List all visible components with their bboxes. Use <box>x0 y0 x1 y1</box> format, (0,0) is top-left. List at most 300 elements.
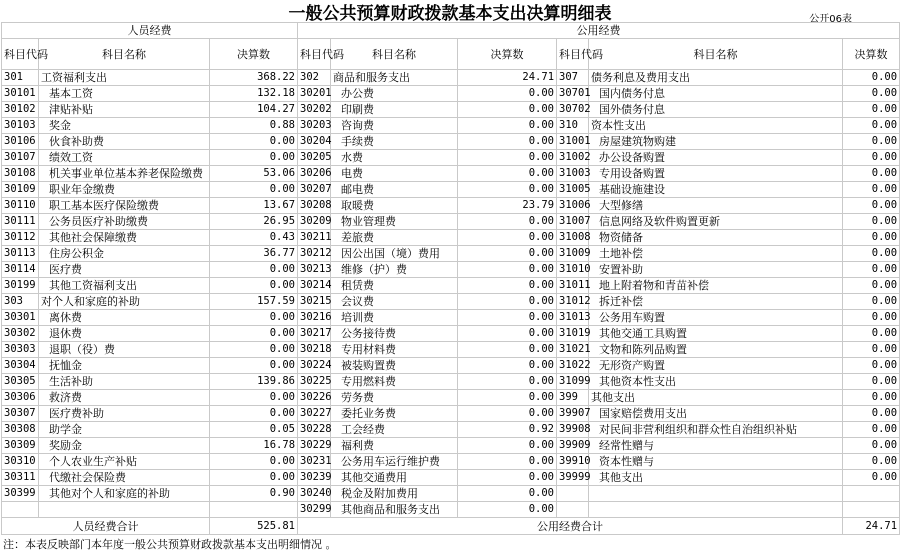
subject-code-cell: 31019 <box>557 326 589 342</box>
amount-cell: 0.00 <box>210 342 298 358</box>
subject-name-cell: 医疗费补助 <box>39 406 210 422</box>
amount-cell: 24.71 <box>458 70 557 86</box>
subject-code-cell: 30399 <box>2 486 39 502</box>
amount-cell: 0.00 <box>843 390 900 406</box>
subject-code-cell: 30309 <box>2 438 39 454</box>
subject-name-cell: 对个人和家庭的补助 <box>39 294 210 310</box>
subject-name-cell: 因公出国（境）费用 <box>331 246 458 262</box>
subject-code-cell: 31010 <box>557 262 589 278</box>
subject-name-cell: 离休费 <box>39 310 210 326</box>
subject-code-cell: 30203 <box>298 118 331 134</box>
subject-name-cell: 公务用车购置 <box>589 310 843 326</box>
subject-code-cell: 30110 <box>2 198 39 214</box>
subject-name-cell: 退职（役）费 <box>39 342 210 358</box>
subject-code-cell: 30306 <box>2 390 39 406</box>
subject-name-cell: 安置补助 <box>589 262 843 278</box>
personnel-total-value: 525.81 <box>210 518 298 535</box>
amount-cell: 0.00 <box>843 406 900 422</box>
amount-cell: 0.00 <box>210 326 298 342</box>
subject-name-cell: 职业年金缴费 <box>39 182 210 198</box>
expenditure-table <box>1 22 900 535</box>
amount-cell: 0.00 <box>458 406 557 422</box>
subject-code-cell: 31003 <box>557 166 589 182</box>
subject-name-cell: 租赁费 <box>331 278 458 294</box>
subject-code-cell: 39907 <box>557 406 589 422</box>
subject-name-cell: 专用燃料费 <box>331 374 458 390</box>
subject-name-cell <box>589 486 843 502</box>
table-row <box>2 182 900 198</box>
subject-name-cell: 邮电费 <box>331 182 458 198</box>
table-row <box>2 278 900 294</box>
amount-cell: 0.00 <box>210 150 298 166</box>
subject-code-cell: 31013 <box>557 310 589 326</box>
subject-name-cell: 工会经费 <box>331 422 458 438</box>
subject-code-cell: 30215 <box>298 294 331 310</box>
amount-cell: 0.00 <box>843 182 900 198</box>
table-row <box>2 294 900 310</box>
col-header-amount: 决算数 <box>458 39 557 70</box>
subject-code-cell: 31012 <box>557 294 589 310</box>
personnel-total-label: 人员经费合计 <box>2 518 210 535</box>
table-row <box>2 86 900 102</box>
table-row <box>2 134 900 150</box>
subject-name-cell: 地上附着物和青苗补偿 <box>589 278 843 294</box>
subject-name-cell: 债务利息及费用支出 <box>589 70 843 86</box>
amount-cell: 0.00 <box>843 230 900 246</box>
subject-code-cell: 31011 <box>557 278 589 294</box>
amount-cell: 0.00 <box>843 86 900 102</box>
amount-cell: 26.95 <box>210 214 298 230</box>
col-header-name: 科目名称 <box>39 39 210 70</box>
subject-name-cell: 其他资本性支出 <box>589 374 843 390</box>
subject-name-cell: 津贴补贴 <box>39 102 210 118</box>
col-header-code: 科目代码 <box>2 39 39 70</box>
subject-name-cell: 其他交通工具购置 <box>589 326 843 342</box>
subject-name-cell: 抚恤金 <box>39 358 210 374</box>
subject-code-cell: 310 <box>557 118 589 134</box>
amount-cell: 53.06 <box>210 166 298 182</box>
subject-code-cell: 31009 <box>557 246 589 262</box>
subject-code-cell: 30229 <box>298 438 331 454</box>
table-row <box>2 262 900 278</box>
subject-name-cell: 信息网络及软件购置更新 <box>589 214 843 230</box>
amount-cell: 0.00 <box>458 214 557 230</box>
subject-name-cell: 助学金 <box>39 422 210 438</box>
subject-name-cell: 福利费 <box>331 438 458 454</box>
amount-cell: 0.00 <box>210 278 298 294</box>
table-row <box>2 118 900 134</box>
subject-code-cell: 39910 <box>557 454 589 470</box>
subject-name-cell: 公务员医疗补助缴费 <box>39 214 210 230</box>
amount-cell: 0.00 <box>843 102 900 118</box>
subject-code-cell: 30209 <box>298 214 331 230</box>
subject-name-cell: 维修（护）费 <box>331 262 458 278</box>
amount-cell: 0.00 <box>458 470 557 486</box>
subject-name-cell: 其他对个人和家庭的补助 <box>39 486 210 502</box>
table-row <box>2 438 900 454</box>
subject-name-cell: 物业管理费 <box>331 214 458 230</box>
subject-code-cell: 30113 <box>2 246 39 262</box>
col-header-name: 科目名称 <box>331 39 458 70</box>
subject-code-cell: 30216 <box>298 310 331 326</box>
amount-cell: 0.00 <box>458 390 557 406</box>
subject-name-cell: 代缴社会保险费 <box>39 470 210 486</box>
subject-code-cell: 31002 <box>557 150 589 166</box>
amount-cell: 0.88 <box>210 118 298 134</box>
subject-name-cell: 土地补偿 <box>589 246 843 262</box>
subject-code-cell: 30103 <box>2 118 39 134</box>
subject-code-cell: 30217 <box>298 326 331 342</box>
subject-code-cell: 30225 <box>298 374 331 390</box>
amount-cell: 0.00 <box>843 262 900 278</box>
subject-code-cell: 302 <box>298 70 331 86</box>
subject-name-cell: 房屋建筑物购建 <box>589 134 843 150</box>
amount-cell: 0.00 <box>843 342 900 358</box>
amount-cell: 0.00 <box>210 470 298 486</box>
table-row <box>2 198 900 214</box>
amount-cell: 0.00 <box>210 406 298 422</box>
subject-code-cell: 30212 <box>298 246 331 262</box>
subject-name-cell: 生活补助 <box>39 374 210 390</box>
amount-cell: 0.00 <box>458 182 557 198</box>
subject-name-cell: 个人农业生产补贴 <box>39 454 210 470</box>
subject-code-cell: 30218 <box>298 342 331 358</box>
subject-code-cell: 30308 <box>2 422 39 438</box>
subject-code-cell: 31001 <box>557 134 589 150</box>
subject-code-cell: 30226 <box>298 390 331 406</box>
subject-code-cell: 30102 <box>2 102 39 118</box>
amount-cell: 0.00 <box>458 262 557 278</box>
subject-code-cell: 39908 <box>557 422 589 438</box>
table-row <box>2 342 900 358</box>
subject-code-cell: 30311 <box>2 470 39 486</box>
subject-code-cell: 30310 <box>2 454 39 470</box>
amount-cell: 0.00 <box>458 358 557 374</box>
amount-cell: 104.27 <box>210 102 298 118</box>
subject-code-cell: 307 <box>557 70 589 86</box>
col-header-name: 科目名称 <box>589 39 843 70</box>
amount-cell: 0.00 <box>843 278 900 294</box>
subject-name-cell <box>39 502 210 518</box>
public-total-value: 24.71 <box>843 518 900 535</box>
amount-cell: 0.00 <box>458 454 557 470</box>
subject-code-cell: 39909 <box>557 438 589 454</box>
subject-code-cell: 39999 <box>557 470 589 486</box>
subject-code-cell: 30202 <box>298 102 331 118</box>
subject-code-cell: 30211 <box>298 230 331 246</box>
amount-cell: 0.00 <box>458 294 557 310</box>
subject-name-cell: 商品和服务支出 <box>331 70 458 86</box>
subject-name-cell: 被装购置费 <box>331 358 458 374</box>
subject-name-cell: 救济费 <box>39 390 210 406</box>
subject-code-cell: 30305 <box>2 374 39 390</box>
amount-cell: 0.00 <box>843 454 900 470</box>
report-title: 一般公共预算财政拨款基本支出决算明细表 <box>288 4 612 24</box>
subject-name-cell: 伙食补助费 <box>39 134 210 150</box>
subject-code-cell: 30228 <box>298 422 331 438</box>
amount-cell: 0.00 <box>843 118 900 134</box>
subject-name-cell: 对民间非营利组织和群众性自治组织补贴 <box>589 422 843 438</box>
subject-name-cell: 工资福利支出 <box>39 70 210 86</box>
amount-cell: 0.00 <box>458 310 557 326</box>
amount-cell: 0.00 <box>210 182 298 198</box>
subject-code-cell: 30224 <box>298 358 331 374</box>
subject-name-cell: 其他社会保障缴费 <box>39 230 210 246</box>
amount-cell: 0.00 <box>458 486 557 502</box>
amount-cell: 132.18 <box>210 86 298 102</box>
table-row <box>2 486 900 502</box>
subject-code-cell: 31021 <box>557 342 589 358</box>
subject-code-cell: 30201 <box>298 86 331 102</box>
amount-cell: 0.43 <box>210 230 298 246</box>
col-header-code: 科目代码 <box>298 39 331 70</box>
subject-code-cell: 30205 <box>298 150 331 166</box>
table-row <box>2 214 900 230</box>
subject-code-cell: 30107 <box>2 150 39 166</box>
subject-name-cell: 机关事业单位基本养老保险缴费 <box>39 166 210 182</box>
amount-cell: 0.00 <box>843 134 900 150</box>
amount-cell: 0.00 <box>843 422 900 438</box>
amount-cell: 0.00 <box>843 326 900 342</box>
subject-code-cell: 30109 <box>2 182 39 198</box>
amount-cell: 0.00 <box>458 246 557 262</box>
amount-cell <box>843 502 900 518</box>
subject-code-cell: 30240 <box>298 486 331 502</box>
subject-code-cell: 30299 <box>298 502 331 518</box>
subject-name-cell: 会议费 <box>331 294 458 310</box>
amount-cell: 0.00 <box>210 454 298 470</box>
subject-name-cell: 大型修缮 <box>589 198 843 214</box>
subject-name-cell: 住房公积金 <box>39 246 210 262</box>
subject-name-cell: 物资储备 <box>589 230 843 246</box>
table-row <box>2 326 900 342</box>
subject-code-cell: 303 <box>2 294 39 310</box>
subject-name-cell: 文物和陈列品购置 <box>589 342 843 358</box>
subject-name-cell: 资本性赠与 <box>589 454 843 470</box>
subject-name-cell: 办公设备购置 <box>589 150 843 166</box>
amount-cell: 0.00 <box>458 102 557 118</box>
subject-name-cell: 退休费 <box>39 326 210 342</box>
amount-cell: 0.00 <box>843 310 900 326</box>
amount-cell: 0.00 <box>210 134 298 150</box>
amount-cell: 0.00 <box>843 470 900 486</box>
amount-cell: 0.00 <box>843 374 900 390</box>
amount-cell: 0.00 <box>458 502 557 518</box>
subject-name-cell: 咨询费 <box>331 118 458 134</box>
subject-code-cell: 30213 <box>298 262 331 278</box>
table-row <box>2 310 900 326</box>
amount-cell: 0.00 <box>843 166 900 182</box>
subject-name-cell: 医疗费 <box>39 262 210 278</box>
subject-name-cell: 奖励金 <box>39 438 210 454</box>
amount-cell: 0.00 <box>458 118 557 134</box>
subject-name-cell: 绩效工资 <box>39 150 210 166</box>
subject-name-cell: 手续费 <box>331 134 458 150</box>
subject-code-cell: 30301 <box>2 310 39 326</box>
amount-cell: 0.00 <box>210 358 298 374</box>
subject-name-cell: 专用设备购置 <box>589 166 843 182</box>
subject-name-cell: 办公费 <box>331 86 458 102</box>
amount-cell: 139.86 <box>210 374 298 390</box>
amount-cell: 0.00 <box>458 326 557 342</box>
subject-name-cell: 其他支出 <box>589 470 843 486</box>
amount-cell: 0.00 <box>843 150 900 166</box>
footnote: 注：本表反映部门本年度一般公共预算财政拨款基本支出明细情况 。 <box>3 538 337 551</box>
subject-name-cell: 取暖费 <box>331 198 458 214</box>
public-header: 公用经费 <box>298 23 900 39</box>
subject-code-cell: 30206 <box>298 166 331 182</box>
amount-cell: 13.67 <box>210 198 298 214</box>
subject-name-cell: 劳务费 <box>331 390 458 406</box>
amount-cell: 368.22 <box>210 70 298 86</box>
amount-cell: 0.00 <box>843 358 900 374</box>
table-row <box>2 102 900 118</box>
amount-cell: 16.78 <box>210 438 298 454</box>
table-row <box>2 150 900 166</box>
public-total-label: 公用经费合计 <box>298 518 843 535</box>
table-row <box>2 70 900 86</box>
amount-cell: 0.00 <box>843 438 900 454</box>
subject-name-cell: 其他商品和服务支出 <box>331 502 458 518</box>
subject-name-cell: 其他支出 <box>589 390 843 406</box>
subject-code-cell: 30307 <box>2 406 39 422</box>
subject-name-cell: 公务用车运行维护费 <box>331 454 458 470</box>
amount-cell: 0.00 <box>210 390 298 406</box>
table-row <box>2 390 900 406</box>
col-header-amount: 决算数 <box>210 39 298 70</box>
subject-code-cell: 30114 <box>2 262 39 278</box>
table-row <box>2 246 900 262</box>
subject-code-cell: 30701 <box>557 86 589 102</box>
subject-name-cell: 国家赔偿费用支出 <box>589 406 843 422</box>
subject-name-cell: 资本性支出 <box>589 118 843 134</box>
amount-cell: 0.00 <box>210 262 298 278</box>
amount-cell: 0.92 <box>458 422 557 438</box>
totals-row <box>2 518 900 535</box>
amount-cell: 0.00 <box>843 294 900 310</box>
subject-code-cell: 30214 <box>298 278 331 294</box>
subject-code-cell: 31006 <box>557 198 589 214</box>
subject-name-cell: 税金及附加费用 <box>331 486 458 502</box>
subject-code-cell: 30112 <box>2 230 39 246</box>
amount-cell: 0.00 <box>458 342 557 358</box>
subject-code-cell: 31005 <box>557 182 589 198</box>
amount-cell <box>843 486 900 502</box>
amount-cell: 0.00 <box>210 310 298 326</box>
col-header-amount: 决算数 <box>843 39 900 70</box>
subject-code-cell: 31008 <box>557 230 589 246</box>
subject-name-cell: 培训费 <box>331 310 458 326</box>
amount-cell: 0.00 <box>843 198 900 214</box>
subject-code-cell: 301 <box>2 70 39 86</box>
amount-cell: 0.00 <box>843 214 900 230</box>
subject-name-cell: 奖金 <box>39 118 210 134</box>
subject-name-cell: 电费 <box>331 166 458 182</box>
table-row <box>2 454 900 470</box>
subject-code-cell: 30231 <box>298 454 331 470</box>
subject-name-cell <box>589 502 843 518</box>
form-code: 公开06表 <box>809 14 852 25</box>
subject-code-cell: 30199 <box>2 278 39 294</box>
amount-cell <box>210 502 298 518</box>
table-row <box>2 406 900 422</box>
subject-name-cell: 经常性赠与 <box>589 438 843 454</box>
subject-code-cell: 30702 <box>557 102 589 118</box>
amount-cell: 0.00 <box>458 86 557 102</box>
subject-code-cell: 30101 <box>2 86 39 102</box>
personnel-header: 人员经费 <box>2 23 298 39</box>
table-row <box>2 166 900 182</box>
amount-cell: 0.00 <box>458 278 557 294</box>
subject-code-cell: 31007 <box>557 214 589 230</box>
amount-cell: 0.00 <box>458 230 557 246</box>
table-row <box>2 230 900 246</box>
amount-cell: 0.00 <box>458 166 557 182</box>
amount-cell: 0.90 <box>210 486 298 502</box>
subject-name-cell: 职工基本医疗保险缴费 <box>39 198 210 214</box>
amount-cell: 0.00 <box>458 374 557 390</box>
subject-name-cell: 其他工资福利支出 <box>39 278 210 294</box>
amount-cell: 0.05 <box>210 422 298 438</box>
amount-cell: 157.59 <box>210 294 298 310</box>
table-row <box>2 502 900 518</box>
amount-cell: 0.00 <box>458 134 557 150</box>
amount-cell: 0.00 <box>458 150 557 166</box>
subject-name-cell: 拆迁补偿 <box>589 294 843 310</box>
subject-code-cell <box>557 486 589 502</box>
subject-code-cell: 31022 <box>557 358 589 374</box>
subject-name-cell: 专用材料费 <box>331 342 458 358</box>
table-row <box>2 358 900 374</box>
subject-name-cell: 国外债务付息 <box>589 102 843 118</box>
subject-code-cell: 30208 <box>298 198 331 214</box>
subject-code-cell: 30207 <box>298 182 331 198</box>
amount-cell: 36.77 <box>210 246 298 262</box>
table-row <box>2 374 900 390</box>
subject-code-cell: 399 <box>557 390 589 406</box>
subject-code-cell <box>2 502 39 518</box>
subject-name-cell: 基本工资 <box>39 86 210 102</box>
table-row <box>2 422 900 438</box>
amount-cell: 0.00 <box>843 246 900 262</box>
subject-code-cell: 31099 <box>557 374 589 390</box>
subject-code-cell: 30106 <box>2 134 39 150</box>
subject-code-cell: 30204 <box>298 134 331 150</box>
subject-code-cell: 30239 <box>298 470 331 486</box>
subject-code-cell: 30227 <box>298 406 331 422</box>
subject-name-cell: 国内债务付息 <box>589 86 843 102</box>
subject-name-cell: 差旅费 <box>331 230 458 246</box>
subject-code-cell <box>557 502 589 518</box>
amount-cell: 0.00 <box>458 438 557 454</box>
subject-code-cell: 30303 <box>2 342 39 358</box>
subject-code-cell: 30302 <box>2 326 39 342</box>
col-header-code: 科目代码 <box>557 39 589 70</box>
amount-cell: 23.79 <box>458 198 557 214</box>
subject-name-cell: 无形资产购置 <box>589 358 843 374</box>
subject-code-cell: 30108 <box>2 166 39 182</box>
subject-name-cell: 委托业务费 <box>331 406 458 422</box>
subject-name-cell: 其他交通费用 <box>331 470 458 486</box>
amount-cell: 0.00 <box>843 70 900 86</box>
subject-name-cell: 水费 <box>331 150 458 166</box>
subject-code-cell: 30304 <box>2 358 39 374</box>
subject-name-cell: 印刷费 <box>331 102 458 118</box>
table-row <box>2 470 900 486</box>
subject-name-cell: 公务接待费 <box>331 326 458 342</box>
subject-code-cell: 30111 <box>2 214 39 230</box>
subject-name-cell: 基础设施建设 <box>589 182 843 198</box>
